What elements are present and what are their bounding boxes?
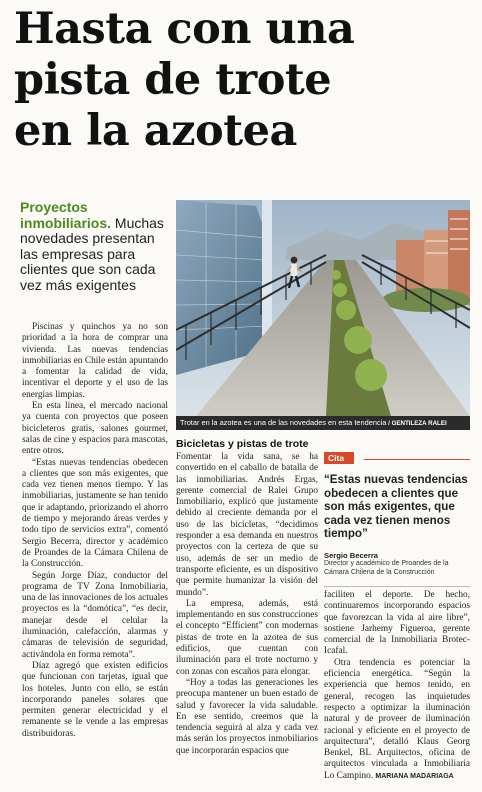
quote-author: Sergio Becerra	[324, 550, 379, 560]
headline-line-2: pista de trote	[14, 55, 332, 105]
paragraph: Según Jorge Díaz, conductor del programa de TV Zona Inmobiliaria, una de las innovaciones de los actuales proyectos es la “domótica”, “es decir, manejar desde el celular la iluminación, calefacción, alarmas y cámaras de televisión de seguridad, activándola en forma remota”.	[22, 570, 168, 660]
lead-text: Muchas novedades presentan las empresas para clientes que son cada vez más exigentes	[20, 214, 164, 293]
headline-line-1: Hasta con una	[14, 4, 355, 54]
photo-credit: / GENTILEZA RALEI	[386, 420, 447, 427]
quote-text: “Estas nuevas tendencias obedecen a clientes que son más exigentes, que cada vez tienen menos tiempo”	[324, 473, 468, 541]
paragraph: La empresa, además, está implementando en sus construcciones el concepto “Efficient” con modernas pistas de trote en la azotea de sus edificios, que cuentan con iluminación para el trote nocturno y con zonas con escaños para elongar.	[176, 598, 318, 677]
paragraph: faciliten el deporte. De hecho, continuaremos incorporando espacios que favorezcan la vida al aire libre”, sostiene Jarhemy Figueroa, gerente comercial de la Inmobiliaria Brotec-Icafal.	[324, 590, 470, 657]
caption-text: Trotar en la azotea es una de las novedades en esta tendencia	[180, 418, 387, 427]
quote-tag: Cita	[324, 452, 354, 464]
photo-caption	[176, 416, 470, 430]
lead-kicker: Proyectos inmobiliarios.	[20, 199, 112, 231]
paragraph: Fomentar la vida sana, se ha convertido en el caballo de batalla de las inmobiliarias. Andrés Ergas, gerente comercial de Ralei Grupo Inmobiliario, explicó que justamente debido al creciente demanda por el uso de las bicicletas, “decidimos responder a esa demanda en nuestros proyectos con la certeza de que su uso, además de ser un medio de transporte eficiente, es un dispositivo que permite humanizar la visión del mundo”.	[176, 452, 318, 598]
article-column-3	[324, 590, 470, 790]
paragraph-text: Otra tendencia es potenciar la eficiencia energética. “Según la experiencia que hemos tenido, en general, recogen las inquietudes respecto a optimizar la iluminación natural y de proveer de iluminación racional y eficiente en el proyecto de arquitectura”, detalló Klaus Georg Benkel, BL Arquitectos, oficina de arquitectos vinculada a Inmobiliaria Lo Campino.	[324, 657, 470, 781]
article-column-1	[22, 322, 168, 784]
headline	[14, 4, 474, 157]
quote-divider	[324, 586, 470, 587]
paragraph: Piscinas y quinchos ya no son prioridad a la hora de comprar una vivienda. Las nuevas tendencias inmobiliarias en Chile están apuntando a fomentar la calidad de vida, incentivar el deporte y el uso de las energías limpias.	[22, 322, 168, 400]
pull-quote	[324, 448, 470, 586]
rooftop-track-illustration	[176, 200, 470, 416]
article-column-2	[176, 438, 318, 788]
paragraph: Díaz agregó que existen edificios que funcionan con tarjetas, igual que los hoteles. Junto con ello, se están incorporando paneles solares que permiten generar electricidad y el remanente se le vende a las empresas distribuidoras.	[22, 660, 168, 739]
lead-deck	[20, 200, 172, 293]
quote-author-role: Director y académico de Proandes de la Cámara Chilena de la Construcción	[324, 559, 449, 576]
paragraph: En esta línea, el mercado nacional ya cuenta con proyectos que poseen bicicleteros gratis, salones gourmet, salas de cine y espacios para mascotas, entre otros.	[22, 401, 168, 457]
byline: MARIANA MADARIAGA	[375, 772, 454, 780]
quote-rule	[364, 459, 470, 460]
paragraph: “Estas nuevas tendencias obedecen a clientes que son más exigentes, que cada vez tienen menos tiempo. Y las inmobiliarias, justamente se han tenido que ir adaptando, priorizando el ahorro de tiempo y mejorando áreas verdes y todo tipo de servicios extra”, comentó Sergio Becerra, director y académico de Proandes de la Cámara Chilena de la Construcción.	[22, 457, 168, 570]
section-heading: Bicicletas y pistas de trote	[176, 438, 309, 450]
paragraph: “Hoy a todas las generaciones les preocupa mantener un buen estado de salud y favorecer la vida saludable. En ese sentido, creemos que la tendencia seguirá al alza y cada vez más serán los proyectos inmobiliarios que incorporarán espacios que	[176, 677, 318, 756]
headline-line-3: en la azotea	[14, 106, 297, 156]
rooftop-track-photo	[176, 200, 470, 416]
paragraph	[324, 658, 470, 782]
